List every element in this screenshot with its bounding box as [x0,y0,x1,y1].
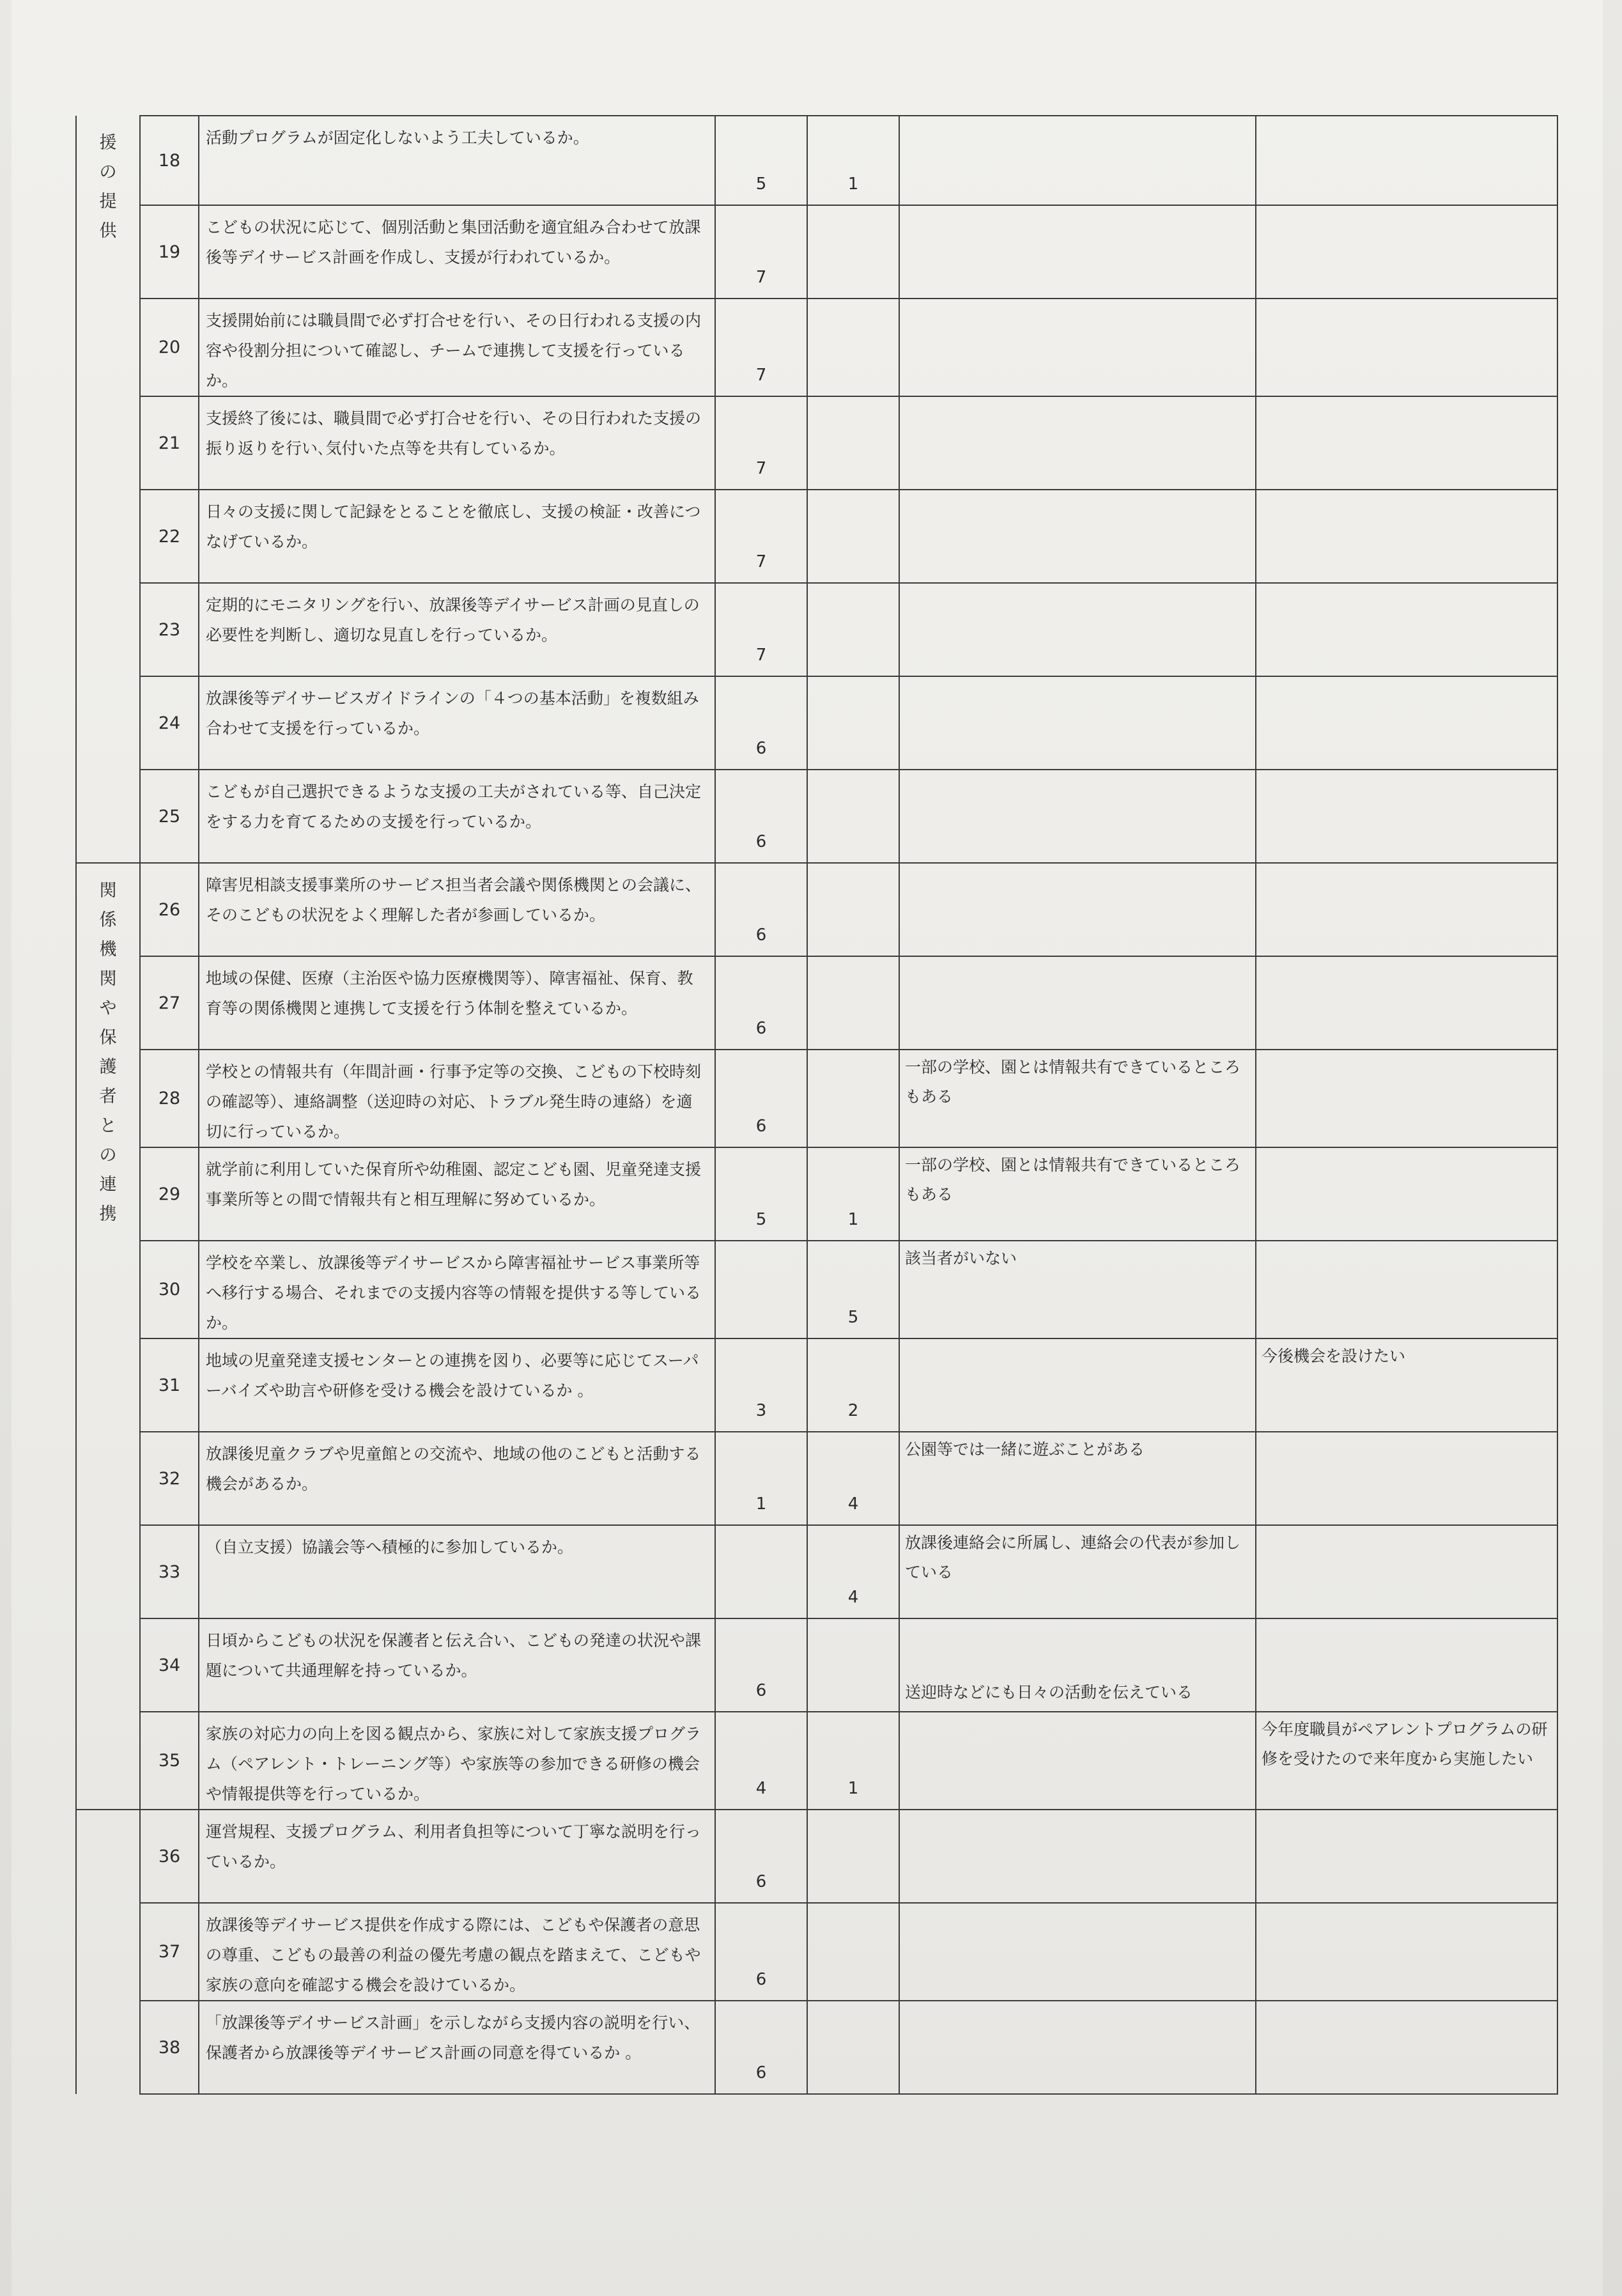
yes-count [715,1525,807,1618]
question-text: 活動プログラムが固定化しないよう工夫しているか。 [199,116,715,205]
no-count [807,1618,899,1712]
question-text: 放課後等デイサービスガイドラインの「４つの基本活動」を複数組み合わせて支援を行っているか。 [199,676,715,770]
improvement-text [1256,1903,1557,2001]
no-count: 1 [807,116,899,205]
table-row [76,1525,1557,1618]
improvement-text [1256,490,1557,583]
yes-count: 7 [715,299,807,396]
yes-count: 6 [715,2001,807,2094]
table-row [76,2001,1557,2094]
no-count [807,205,899,299]
no-count [807,676,899,770]
no-count: 1 [807,1712,899,1810]
no-count [807,490,899,583]
comment-text: 該当者がいない [899,1241,1256,1338]
yes-count: 6 [715,1810,807,1903]
comment-text [899,490,1256,583]
table-row [76,205,1557,299]
table-row [76,1903,1557,2001]
row-number: 36 [140,1810,199,1903]
no-count [807,396,899,490]
yes-count: 6 [715,676,807,770]
category-cell [76,863,140,1810]
evaluation-table-body [76,116,1557,2094]
no-count [807,1810,899,1903]
improvement-text: 今後機会を設けたい [1256,1338,1557,1432]
question-text: 日頃からこどもの状況を保護者と伝え合い、こどもの発達の状況や課題について共通理解を持っているか。 [199,1618,715,1712]
question-text: こどもが自己選択できるような支援の工夫がされている等、自己決定をする力を育てるための支援を行っているか。 [199,770,715,863]
question-text: 放課後児童クラブや児童館との交流や、地域の他のこどもと活動する機会があるか。 [199,1432,715,1525]
comment-text: 一部の学校、園とは情報共有できているところもある [899,1050,1256,1147]
question-text: 放課後等デイサービス提供を作成する際には、こどもや保護者の意思の尊重、こどもの最善の利益の優先考慮の観点を踏まえて、こどもや家族の意向を確認する機会を設けているか。 [199,1903,715,2001]
yes-count: 6 [715,1903,807,2001]
comment-text [899,956,1256,1050]
table-row [76,1338,1557,1432]
row-number: 24 [140,676,199,770]
row-number: 22 [140,490,199,583]
table-row [76,1618,1557,1712]
comment-text [899,770,1256,863]
evaluation-table [75,115,1558,2095]
table-row [76,1810,1557,1903]
improvement-text [1256,299,1557,396]
comment-text: 一部の学校、園とは情報共有できているところもある [899,1147,1256,1241]
row-number: 27 [140,956,199,1050]
yes-count: 4 [715,1712,807,1810]
improvement-text [1256,1147,1557,1241]
row-number: 21 [140,396,199,490]
table-row [76,299,1557,396]
no-count [807,299,899,396]
question-text: 障害児相談支援事業所のサービス担当者会議や関係機関との会議に、そのこどもの状況をよく理解した者が参画しているか。 [199,863,715,956]
row-number: 35 [140,1712,199,1810]
yes-count: 6 [715,956,807,1050]
row-number: 19 [140,205,199,299]
table-row [76,1241,1557,1338]
no-count [807,770,899,863]
yes-count [715,1241,807,1338]
yes-count: 6 [715,1050,807,1147]
comment-text: 放課後連絡会に所属し、連絡会の代表が参加している [899,1525,1256,1618]
improvement-text [1256,863,1557,956]
table-row [76,1712,1557,1810]
question-text: （自立支援）協議会等へ積極的に参加しているか。 [199,1525,715,1618]
yes-count: 7 [715,490,807,583]
row-number: 25 [140,770,199,863]
question-text: 「放課後等デイサービス計画」を示しながら支援内容の説明を行い、保護者から放課後等デイサービス計画の同意を得ているか 。 [199,2001,715,2094]
row-number: 37 [140,1903,199,2001]
yes-count: 5 [715,116,807,205]
comment-text: 送迎時などにも日々の活動を伝えている [899,1618,1256,1712]
no-count: 1 [807,1147,899,1241]
category-label: 援の提供 [99,133,117,241]
comment-text [899,863,1256,956]
question-text: 学校を卒業し、放課後等デイサービスから障害福祉サービス事業所等へ移行する場合、それまでの支援内容等の情報を提供する等しているか。 [199,1241,715,1338]
row-number: 26 [140,863,199,956]
document-page [12,0,1603,2296]
improvement-text [1256,956,1557,1050]
improvement-text [1256,1050,1557,1147]
yes-count: 1 [715,1432,807,1525]
yes-count: 7 [715,396,807,490]
no-count [807,863,899,956]
row-number: 28 [140,1050,199,1147]
improvement-text [1256,583,1557,676]
row-number: 33 [140,1525,199,1618]
improvement-text [1256,116,1557,205]
row-number: 23 [140,583,199,676]
comment-text [899,1903,1256,2001]
no-count: 5 [807,1241,899,1338]
no-count [807,1050,899,1147]
category-cell [76,116,140,863]
row-number: 20 [140,299,199,396]
no-count: 4 [807,1525,899,1618]
table-row [76,116,1557,205]
no-count [807,2001,899,2094]
comment-text [899,1338,1256,1432]
question-text: 支援終了後には、職員間で必ず打合せを行い、その日行われた支援の振り返りを行い､気付いた点等を共有しているか。 [199,396,715,490]
no-count: 2 [807,1338,899,1432]
no-count [807,1903,899,2001]
table-row [76,396,1557,490]
table-row [76,1050,1557,1147]
row-number: 32 [140,1432,199,1525]
improvement-text [1256,396,1557,490]
table-row [76,1432,1557,1525]
row-number: 29 [140,1147,199,1241]
row-number: 38 [140,2001,199,2094]
improvement-text [1256,205,1557,299]
table-row [76,770,1557,863]
question-text: 運営規程、支援プログラム、利用者負担等について丁寧な説明を行っているか。 [199,1810,715,1903]
table-row [76,583,1557,676]
question-text: 就学前に利用していた保育所や幼稚園、認定こども園、児童発達支援事業所等との間で情報共有と相互理解に努めているか。 [199,1147,715,1241]
question-text: 定期的にモニタリングを行い、放課後等デイサービス計画の見直しの必要性を判断し、適切な見直しを行っているか。 [199,583,715,676]
yes-count: 6 [715,770,807,863]
comment-text [899,1810,1256,1903]
table-row [76,490,1557,583]
table-row [76,676,1557,770]
category-label: 関係機関や保護者との連携 [99,881,117,1224]
yes-count: 7 [715,205,807,299]
improvement-text [1256,1432,1557,1525]
improvement-text [1256,1241,1557,1338]
row-number: 31 [140,1338,199,1432]
row-number: 34 [140,1618,199,1712]
row-number: 30 [140,1241,199,1338]
yes-count: 6 [715,863,807,956]
yes-count: 7 [715,583,807,676]
comment-text [899,1712,1256,1810]
yes-count: 6 [715,1618,807,1712]
comment-text [899,116,1256,205]
question-text: こどもの状況に応じて、個別活動と集団活動を適宜組み合わせて放課後等デイサービス計画を作成し、支援が行われているか。 [199,205,715,299]
improvement-text [1256,676,1557,770]
improvement-text [1256,1525,1557,1618]
comment-text [899,205,1256,299]
table-row [76,863,1557,956]
comment-text [899,299,1256,396]
no-count [807,583,899,676]
question-text: 支援開始前には職員間で必ず打合せを行い、その日行われる支援の内容や役割分担について確認し、チームで連携して支援を行っているか。 [199,299,715,396]
comment-text [899,396,1256,490]
row-number: 18 [140,116,199,205]
improvement-text [1256,2001,1557,2094]
no-count [807,956,899,1050]
yes-count: 3 [715,1338,807,1432]
comment-text: 公園等では一緒に遊ぶことがある [899,1432,1256,1525]
question-text: 地域の児童発達支援センターとの連携を図り、必要等に応じてスーパーバイズや助言や研修を受ける機会を設けているか 。 [199,1338,715,1432]
question-text: 家族の対応力の向上を図る観点から、家族に対して家族支援プログラム（ペアレント・トレーニング等）や家族等の参加できる研修の機会や情報提供等を行っているか。 [199,1712,715,1810]
table-row [76,956,1557,1050]
comment-text [899,676,1256,770]
comment-text [899,583,1256,676]
category-cell [76,1810,140,2094]
no-count: 4 [807,1432,899,1525]
improvement-text [1256,1810,1557,1903]
improvement-text: 今年度職員がペアレントプログラムの研修を受けたので来年度から実施したい [1256,1712,1557,1810]
question-text: 地域の保健、医療（主治医や協力医療機関等）、障害福祉、保育、教育等の関係機関と連携して支援を行う体制を整えているか。 [199,956,715,1050]
yes-count: 5 [715,1147,807,1241]
improvement-text [1256,770,1557,863]
question-text: 日々の支援に関して記録をとることを徹底し、支援の検証・改善につなげているか。 [199,490,715,583]
improvement-text [1256,1618,1557,1712]
comment-text [899,2001,1256,2094]
question-text: 学校との情報共有（年間計画・行事予定等の交換、こどもの下校時刻の確認等）、連絡調整（送迎時の対応、トラブル発生時の連絡）を適切に行っているか。 [199,1050,715,1147]
table-row [76,1147,1557,1241]
